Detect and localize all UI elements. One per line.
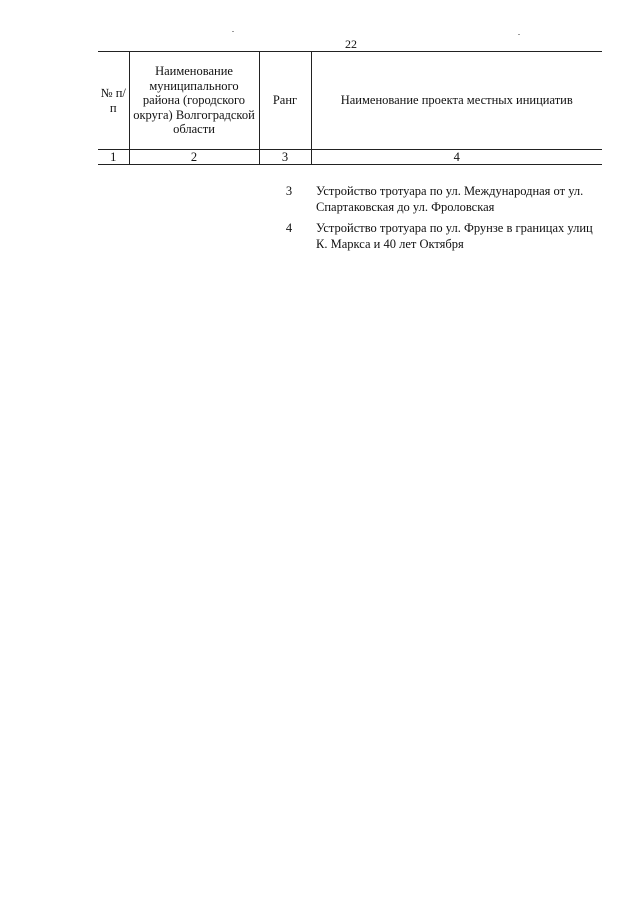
row-rank: 3 bbox=[285, 184, 293, 198]
header-table bbox=[98, 51, 602, 165]
column-number: 3 bbox=[259, 150, 311, 165]
header-rank: Ранг bbox=[259, 52, 311, 150]
header-number: № п/п bbox=[98, 52, 129, 150]
table-row bbox=[0, 180, 640, 217]
row-project-name: Устройство тротуара по ул. Фрунзе в границах улиц К. Маркса и 40 лет Октября bbox=[316, 221, 593, 251]
header-row bbox=[98, 52, 602, 150]
column-number-row bbox=[98, 150, 602, 165]
row-project-name: Устройство тротуара по ул. Международная от ул. Спартаковская до ул. Фроловская bbox=[316, 184, 584, 214]
table-row bbox=[0, 217, 640, 254]
scan-speck bbox=[518, 34, 520, 35]
page-number: 22 bbox=[345, 37, 357, 51]
row-rank: 4 bbox=[285, 221, 293, 235]
header-district: Наименование муниципального района (городского округа) Волгоградской области bbox=[129, 52, 259, 150]
header-project: Наименование проекта местных инициатив bbox=[311, 52, 602, 150]
column-number: 2 bbox=[129, 150, 259, 165]
column-number: 4 bbox=[311, 150, 602, 165]
project-list bbox=[0, 180, 640, 254]
scan-speck bbox=[232, 31, 234, 32]
column-number: 1 bbox=[98, 150, 129, 165]
